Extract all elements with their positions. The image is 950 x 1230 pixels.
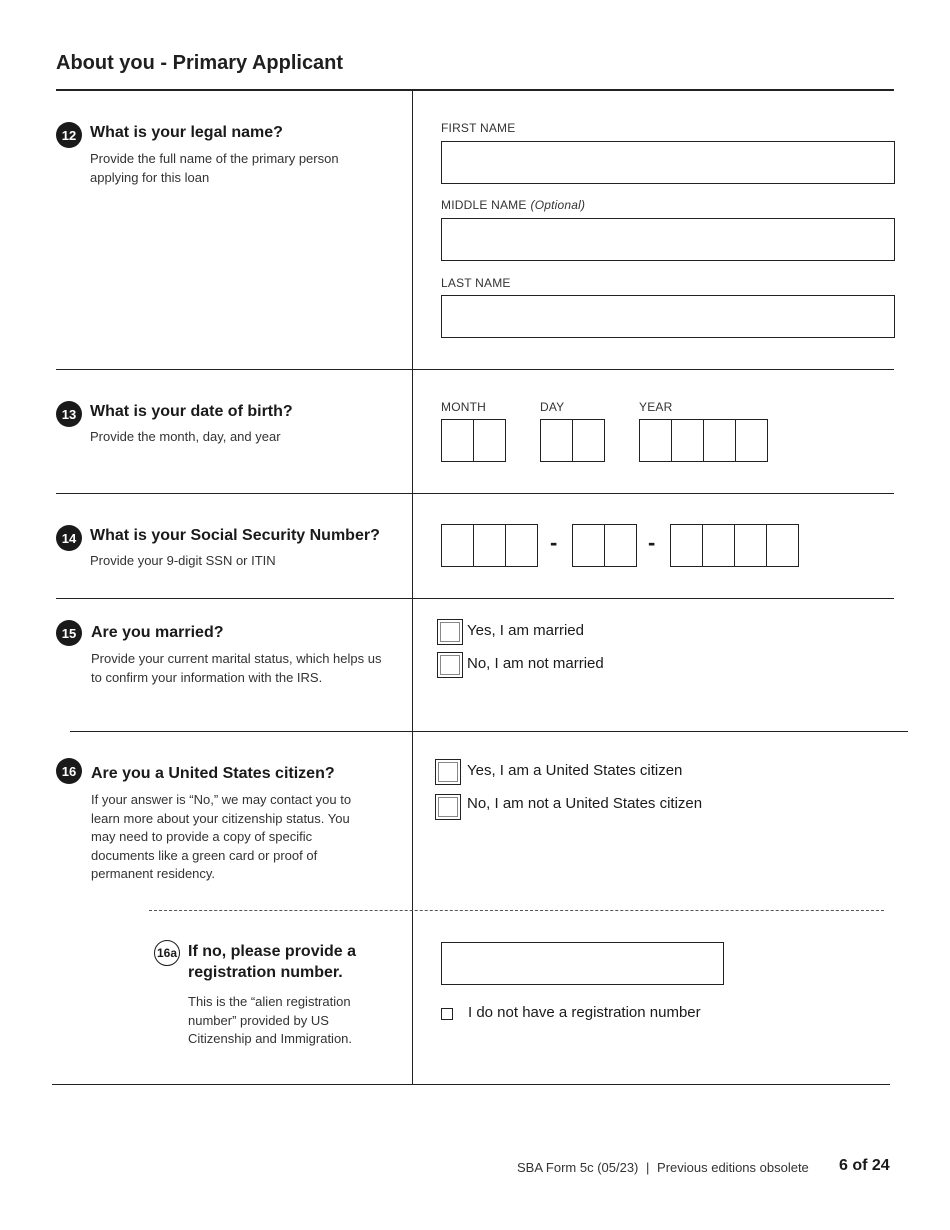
row-divider	[70, 731, 908, 732]
row-divider	[56, 369, 894, 370]
question-number-badge: 15	[56, 620, 82, 646]
row-divider	[56, 598, 894, 599]
footer-divider: |	[646, 1160, 650, 1175]
digit-box[interactable]	[572, 419, 605, 462]
row-divider	[56, 493, 894, 494]
first-name-input[interactable]	[441, 141, 895, 184]
question-help: If your answer is “No,” we may contact you to learn more about your citizenship status. You may need to provide a copy of specific documents like a green card or proof of permanent residency.	[91, 792, 352, 881]
married-no-label: No, I am not married	[467, 655, 604, 672]
middle-name-label-text: MIDDLE NAME	[441, 198, 527, 212]
digit-box[interactable]	[572, 524, 605, 567]
form-id: SBA Form 5c (05/23)	[517, 1160, 639, 1175]
no-registration-number-label: I do not have a registration number	[468, 1004, 701, 1021]
citizen-yes-label: Yes, I am a United States citizen	[467, 762, 683, 779]
no-registration-number-checkbox[interactable]	[441, 1008, 453, 1020]
month-label: MONTH	[441, 400, 486, 414]
middle-name-input[interactable]	[441, 218, 895, 261]
citizen-yes-checkbox[interactable]	[435, 759, 461, 785]
ssn-part-1-input[interactable]	[441, 524, 538, 567]
question-title: Are you a United States citizen?	[91, 765, 335, 782]
question-title: Are you married?	[91, 624, 224, 641]
married-no-checkbox[interactable]	[437, 652, 463, 678]
subquestion-help: This is the “alien registration number” provided by US Citizenship and Immigration.	[188, 994, 353, 1046]
year-label: YEAR	[639, 400, 673, 414]
birth-month-input[interactable]	[441, 419, 506, 462]
digit-box[interactable]	[441, 524, 474, 567]
footer-note: Previous editions obsolete	[657, 1160, 809, 1175]
question-help: Provide your current marital status, which helps us to confirm your information with the IRS.	[91, 651, 382, 685]
optional-tag: (Optional)	[530, 198, 586, 212]
digit-box[interactable]	[702, 524, 735, 567]
digit-box[interactable]	[766, 524, 799, 567]
digit-box[interactable]	[473, 419, 506, 462]
ssn-part-3-input[interactable]	[670, 524, 799, 567]
digit-box[interactable]	[540, 419, 573, 462]
column-divider	[412, 91, 413, 1084]
first-name-label: FIRST NAME	[441, 121, 516, 135]
page-title: About you - Primary Applicant	[56, 52, 344, 74]
day-label: DAY	[540, 400, 565, 414]
ssn-separator: -	[550, 530, 558, 555]
citizen-no-checkbox[interactable]	[435, 794, 461, 820]
question-number-badge: 16	[56, 758, 82, 784]
last-name-label: LAST NAME	[441, 276, 511, 290]
digit-box[interactable]	[734, 524, 767, 567]
subquestion-title: If no, please provide a registration number.	[188, 943, 357, 981]
digit-box[interactable]	[473, 524, 506, 567]
digit-box[interactable]	[441, 419, 474, 462]
question-number-badge: 13	[56, 401, 82, 427]
row-divider	[52, 1084, 890, 1085]
question-title: What is your date of birth?	[90, 403, 293, 420]
digit-box[interactable]	[670, 524, 703, 567]
registration-number-input[interactable]	[441, 942, 724, 985]
question-title: What is your legal name?	[90, 124, 283, 141]
birth-year-input[interactable]	[639, 419, 768, 462]
married-yes-checkbox[interactable]	[437, 619, 463, 645]
question-help: Provide the full name of the primary person applying for this loan	[90, 151, 339, 185]
digit-box[interactable]	[703, 419, 736, 462]
digit-box[interactable]	[505, 524, 538, 567]
question-help: Provide your 9-digit SSN or ITIN	[90, 553, 276, 568]
citizen-no-label: No, I am not a United States citizen	[467, 795, 703, 812]
subquestion-number-badge: 16a	[154, 940, 180, 966]
question-help: Provide the month, day, and year	[90, 429, 281, 444]
digit-box[interactable]	[735, 419, 768, 462]
digit-box[interactable]	[671, 419, 704, 462]
last-name-input[interactable]	[441, 295, 895, 338]
footer-form-id	[517, 1160, 809, 1175]
title-rule	[56, 89, 894, 91]
subquestion-divider	[149, 910, 884, 911]
ssn-separator: -	[648, 530, 656, 555]
question-number-badge: 12	[56, 122, 82, 148]
birth-day-input[interactable]	[540, 419, 605, 462]
ssn-part-2-input[interactable]	[572, 524, 637, 567]
question-title: What is your Social Security Number?	[90, 527, 380, 544]
question-number-badge: 14	[56, 525, 82, 551]
middle-name-label	[441, 198, 585, 212]
digit-box[interactable]	[604, 524, 637, 567]
page-number: 6 of 24	[839, 1157, 890, 1174]
digit-box[interactable]	[639, 419, 672, 462]
married-yes-label: Yes, I am married	[467, 622, 584, 639]
